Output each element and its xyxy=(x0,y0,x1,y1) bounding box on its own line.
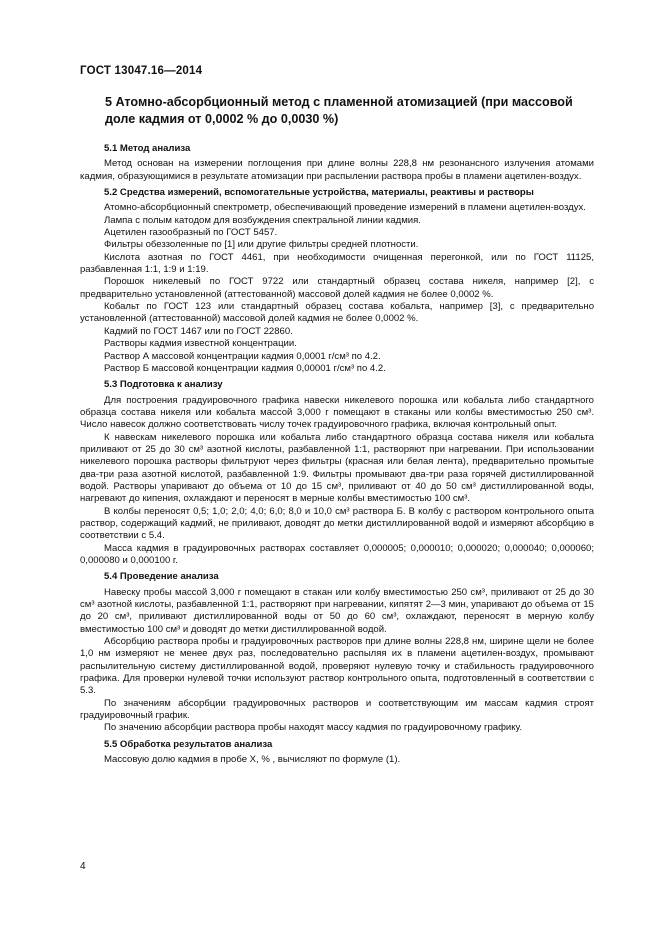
section-5-title: 5 Атомно-абсорбционный метод с пламенной атомизацией (при массовой доле кадмия от 0,0002 % до 0,0030 %) xyxy=(105,95,573,126)
list-item: Растворы кадмия известной концентрации. xyxy=(104,338,297,350)
list-item: Кислота азотная по ГОСТ 4461, при необходимости очищенная перегонкой, или по ГОСТ 11125, разбавленная 1:1, 1:9 и 1:19. xyxy=(80,251,594,276)
paragraph: Масса кадмия в градуировочных растворах составляет 0,000005; 0,000010; 0,000020; 0,000040; 0,000060; 0,000080 и 0,000100 г. xyxy=(80,542,594,566)
list-item: Фильтры обеззоленные по [1] или другие фильтры средней плотности. xyxy=(104,239,419,251)
list-item: Кадмий по ГОСТ 1467 или по ГОСТ 22860. xyxy=(104,325,293,337)
section-5-2-title: 5.2 Средства измерений, вспомогательные устройства, материалы, реактивы и растворы xyxy=(104,187,534,199)
paragraph: Метод основан на измерении поглощения при длине волны 228,8 нм резонансного излучения атомами кадмия, образующимися в результате атомизации при распылении раствора пробы в пламени ацетилен-воздух. xyxy=(80,158,594,182)
page-number: 4 xyxy=(80,861,86,872)
section-5-3-title: 5.3 Подготовка к анализу xyxy=(104,379,223,391)
list-item: Порошок никелевый по ГОСТ 9722 или стандартный образец состава никеля, например [2], с предварительно установленной (аттестованной) массовой долей кадмия не более 0,0002 %. xyxy=(80,276,594,300)
paragraph: К навескам никелевого порошка или кобальта либо стандартного образца состава никеля или кобальта приливают от 25 до 30 см³ азотной кислоты, разбавленной 1:1, растворяют при нагревании. При использовании никелевого порошка растворы фильтруют через фильтры (красная или белая лента), предварительно промытые два-три раза азотной кислотой, разбавленной 1:9. Фильтры промывают два-три раза горячей дистиллированной водой. Растворы упаривают до объема от 10 до 15 см³, приливают от 40 до 50 см³ дистиллированной воды, нагревают до кипения, охлаждают и переносят в мерные колбы вместимостью 100 см³. xyxy=(80,431,594,505)
document-body xyxy=(80,139,594,767)
paragraph: Навеску пробы массой 3,000 г помещают в стакан или колбу вместимостью 250 см³, приливают от 25 до 30 см³ азотной кислоты, разбавленной 1:1, растворяют при нагревании, кипятят 2—3 мин, упаривают до объема от 15 до 20 см³, приливают дистиллированной воды от 50 до 60 см³, охлаждают, переносят в мерную колбу вместимостью 100 см³ и доводят до метки дистиллированной водой. xyxy=(80,586,594,635)
section-5-4-title: 5.4 Проведение анализа xyxy=(104,571,219,583)
paragraph: Массовую долю кадмия в пробе X, % , вычисляют по формуле (1). xyxy=(104,754,401,766)
document-header: ГОСТ 13047.16—2014 xyxy=(80,65,203,77)
list-item: Атомно-абсорбционный спектрометр, обеспечивающий проведение измерений в пламени ацетилен-воздух. xyxy=(104,202,586,214)
paragraph: По значениям абсорбции градуировочных растворов и соответствующим им массам кадмия строят градуировочный график. xyxy=(80,697,594,722)
list-item: Ацетилен газообразный по ГОСТ 5457. xyxy=(104,227,278,239)
section-5-1-title: 5.1 Метод анализа xyxy=(104,143,191,154)
paragraph: В колбы переносят 0,5; 1,0; 2,0; 4,0; 6,0; 8,0 и 10,0 см³ раствора Б. В колбу с раствором контрольного опыта раствор, содержащий кадмий, не приливают, доводят до метки дистиллированной водой и измеряют абсорбцию в соответствии с 5.4. xyxy=(80,505,594,542)
list-item: Лампа с полым катодом для возбуждения спектральной линии кадмия. xyxy=(104,214,421,226)
list-item: Кобальт по ГОСТ 123 или стандартный образец состава кобальта, например [3], с предварительно установленной (аттестованной) массовой долей кадмия не более 0,0002 %. xyxy=(80,301,594,325)
paragraph: Для построения градуировочного графика навески никелевого порошка или кобальта либо стандартного образца состава никеля или кобальта массой 3,000 г помещают в стаканы или колбы вместимостью 250 см³. Число навесок должно соответствовать числу точек градуировочного графика, включая контрольный опыт. xyxy=(80,394,594,431)
list-item: Раствор А массовой концентрации кадмия 0,0001 г/см³ по 4.2. xyxy=(104,350,381,362)
list-item: Раствор Б массовой концентрации кадмия 0,00001 г/см³ по 4.2. xyxy=(104,362,386,374)
paragraph: По значению абсорбции раствора пробы находят массу кадмия по градуировочному графику. xyxy=(104,722,523,734)
paragraph: Абсорбцию раствора пробы и градуировочных растворов при длине волны 228,8 нм, ширине щели не более 1,0 нм измеряют не менее двух раз, последовательно распыляя их в пламени ацетилен-воздух, промывают распылительную систему дистиллированной водой, проверяют нулевую точку и стабильность градуировочного графика. Для проверки нулевой точки используют раствор контрольного опыта, подготовленный в соответствии с 5.3. xyxy=(80,636,594,697)
section-5-5-title: 5.5 Обработка результатов анализа xyxy=(104,738,273,750)
